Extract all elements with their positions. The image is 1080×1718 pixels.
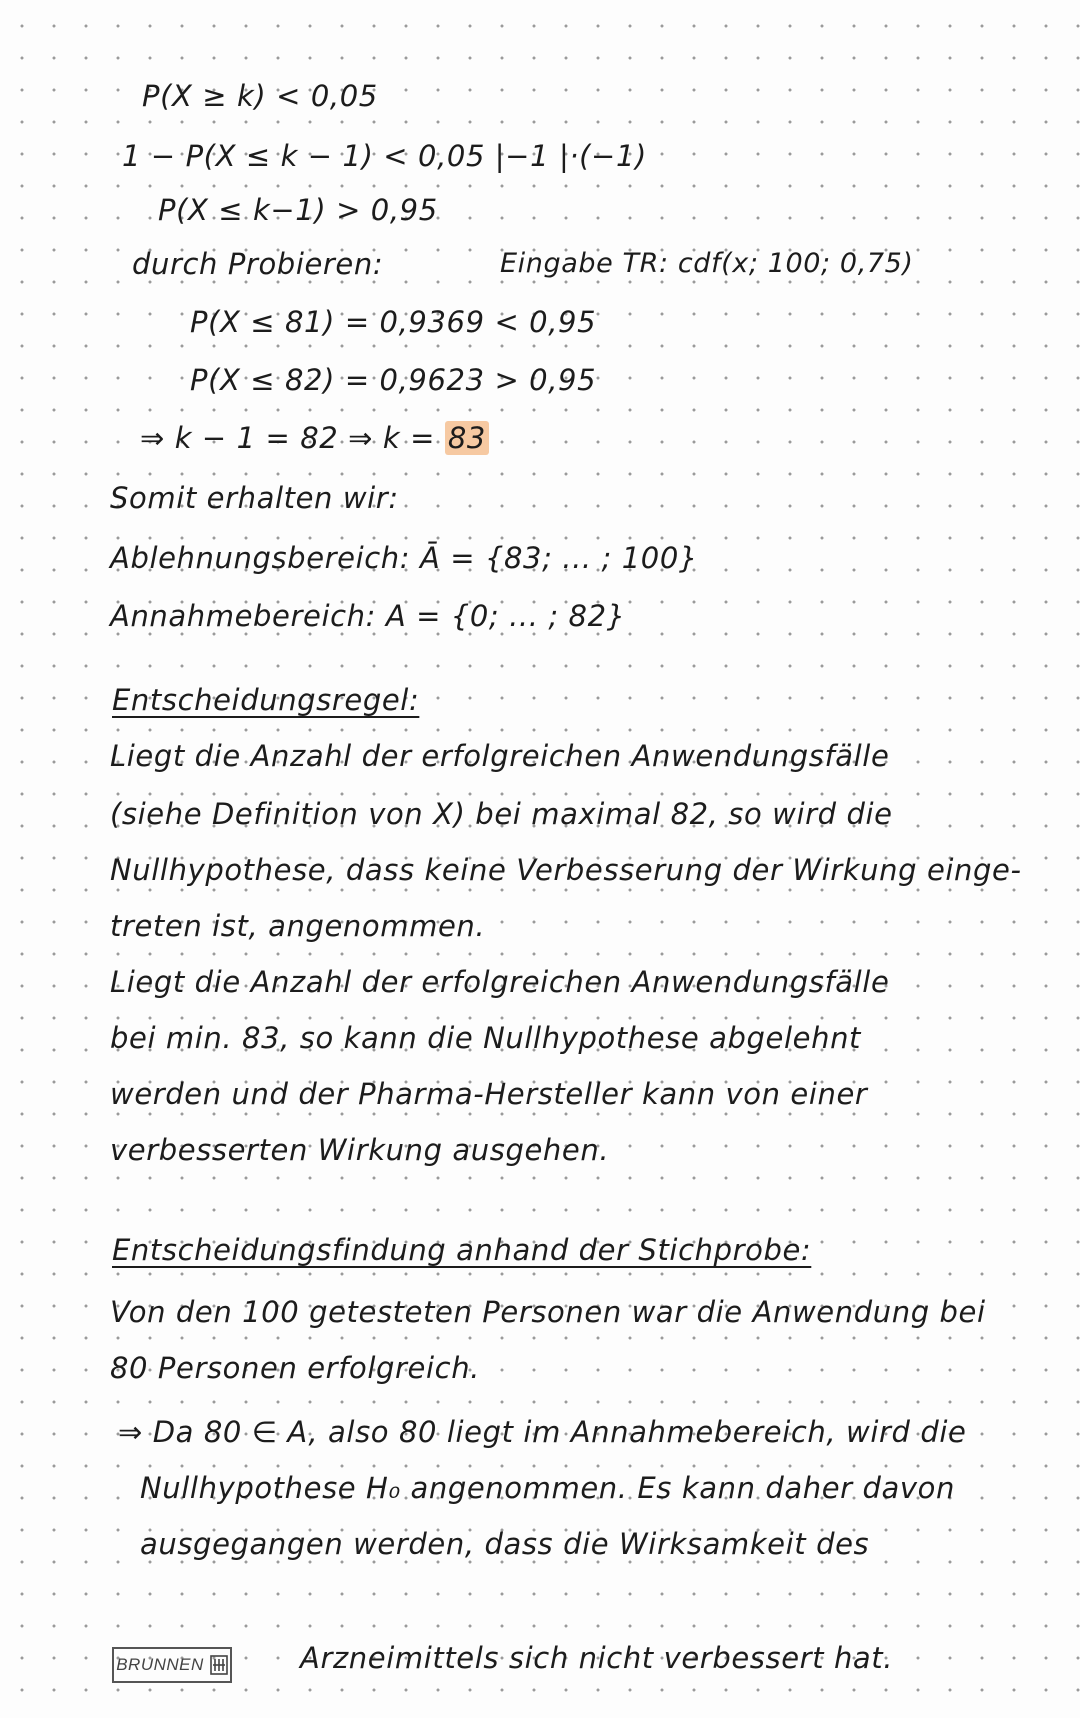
calculator-input: Eingabe TR: cdf(x; 100; 0,75) [500,248,914,279]
inequality-line-2: 1 − P(X ≤ k − 1) < 0,05 |−1 |·(−1) [122,139,647,173]
k-result-line [140,420,489,456]
decision-rule-line-7: werden und der Pharma-Hersteller kann von einer [110,1077,868,1111]
method-label: durch Probieren: [132,247,384,281]
decision-rule-heading: Entscheidungsregel: [112,683,420,717]
rejection-region: Ablehnungsbereich: Ā = {83; ... ; 100} [110,541,698,575]
probability-line-81: P(X ≤ 81) = 0,9369 < 0,95 [190,305,597,339]
acceptance-region: Annahmebereich: A = {0; ... ; 82} [110,599,626,633]
conclusion-intro: Somit erhalten wir: [110,481,399,515]
brand-name: BRUNNEN [116,1655,204,1674]
sample-decision-heading: Entscheidungsfindung anhand der Stichprobe: [112,1233,812,1267]
decision-rule-line-5: Liegt die Anzahl der erfolgreichen Anwendungsfälle [110,965,890,999]
decision-rule-line-1: Liegt die Anzahl der erfolgreichen Anwendungsfälle [110,739,890,773]
inequality-line-1: P(X ≥ k) < 0,05 [142,79,378,113]
sample-line-2: 80 Personen erfolgreich. [110,1351,480,1385]
brunnen-mark-icon [210,1655,228,1675]
decision-rule-line-6: bei min. 83, so kann die Nullhypothese abgelehnt [110,1021,862,1055]
k-result-text: ⇒ k − 1 = 82 ⇒ k = [140,421,445,455]
sample-line-3: ⇒ Da 80 ∈ A, also 80 liegt im Annahmebereich, wird die [118,1415,967,1449]
brunnen-logo [112,1647,232,1683]
decision-rule-line-8: verbesserten Wirkung ausgehen. [110,1133,610,1167]
sample-line-4: Nullhypothese H₀ angenommen. Es kann daher davon [140,1471,955,1505]
sample-line-5: ausgegangen werden, dass die Wirksamkeit des [140,1527,870,1561]
inequality-line-3: P(X ≤ k−1) > 0,95 [158,193,438,227]
decision-rule-line-4: treten ist, angenommen. [110,909,486,943]
k-value-highlight: 83 [445,421,489,455]
probability-line-82: P(X ≤ 82) = 0,9623 > 0,95 [190,363,597,397]
sample-line-6: Arzneimittels sich nicht verbessert hat. [300,1641,894,1675]
decision-rule-line-3: Nullhypothese, dass keine Verbesserung der Wirkung einge- [110,853,1022,887]
sample-line-1: Von den 100 getesteten Personen war die Anwendung bei [110,1295,986,1329]
decision-rule-line-2: (siehe Definition von X) bei maximal 82, so wird die [110,797,893,831]
